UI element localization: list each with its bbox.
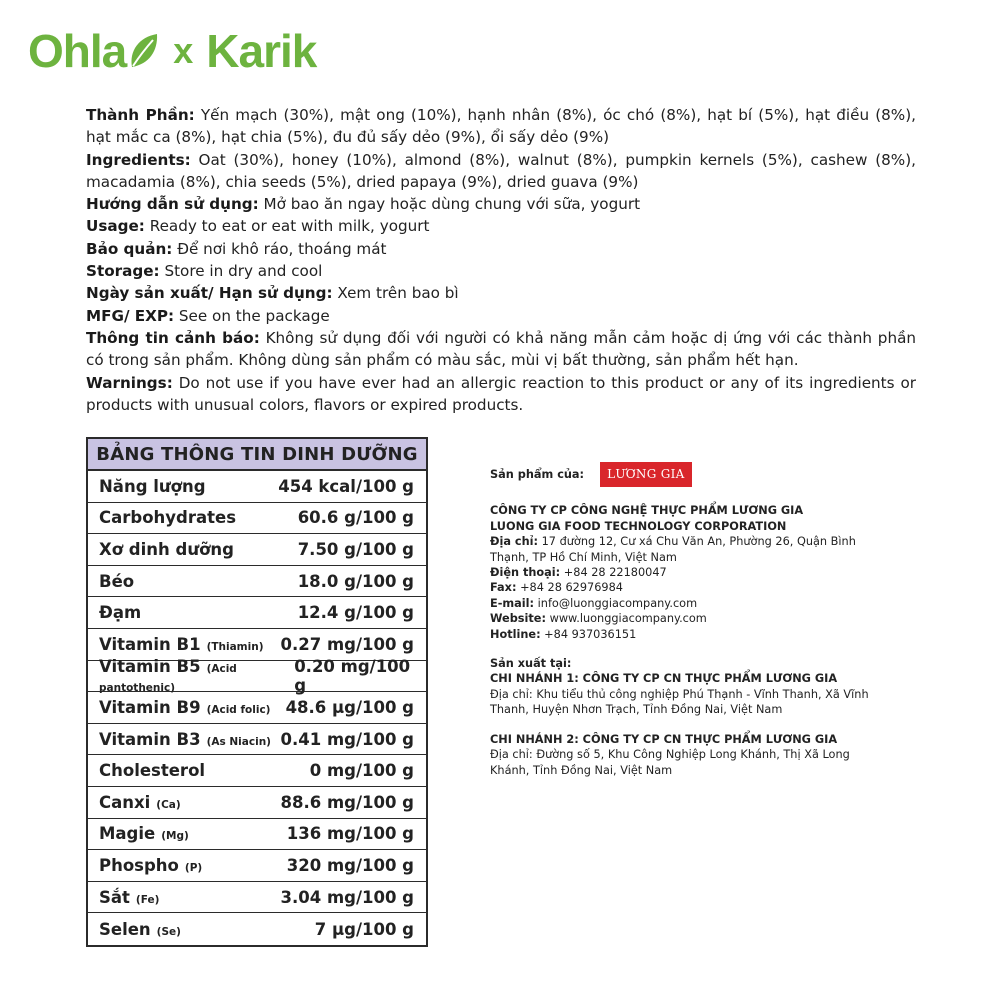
logo-x-text: x	[173, 30, 193, 71]
nutrient-value: 18.0 g/100 g	[297, 571, 414, 591]
nutrient-label: Đạm	[99, 603, 142, 623]
branch2-title: CHI NHÁNH 2: CÔNG TY CP CN THỰC PHẨM LƯƠNG GIA	[490, 732, 838, 746]
nutrient-name	[99, 920, 181, 939]
nutrient-name	[99, 635, 264, 654]
info-label: Usage:	[86, 217, 145, 236]
nutrient-value: 48.6 µg/100 g	[285, 697, 414, 717]
logo-ohla-text: Ohla	[28, 25, 127, 77]
nutrient-label: Vitamin B9	[99, 697, 201, 717]
info-usage-vi	[86, 193, 916, 215]
company-info	[490, 462, 890, 778]
nutrient-name	[99, 540, 234, 559]
nutrient-name	[99, 730, 271, 749]
website-value: www.luonggiacompany.com	[545, 612, 707, 626]
company-phone	[490, 565, 890, 580]
nutrient-label: Carbohydrates	[99, 508, 237, 528]
nutrient-name	[99, 793, 181, 812]
nutrient-name	[99, 856, 202, 875]
product-info	[86, 104, 916, 416]
table-row	[88, 913, 426, 945]
branch2-address: Địa chỉ: Đường số 5, Khu Công Nghiệp Long Khánh, Thị Xã Long Khánh, Tỉnh Đồng Nai, Việt Nam	[490, 748, 850, 777]
table-row	[88, 629, 426, 661]
info-text: Để nơi khô ráo, thoáng mát	[172, 239, 387, 258]
nutrient-sublabel: (Thiamin)	[206, 640, 264, 653]
nutrient-label: Năng lượng	[99, 476, 206, 496]
nutrient-name	[99, 761, 205, 780]
nutrient-label: Cholesterol	[99, 761, 206, 781]
nutrient-sublabel: (Acid folic)	[206, 703, 271, 716]
info-text: Mở bao ăn ngay hoặc dùng chung với sữa, yogurt	[258, 195, 641, 214]
nutrient-name	[99, 657, 294, 695]
nutrient-label: Béo	[99, 571, 135, 591]
nutrient-value: 7 µg/100 g	[314, 919, 414, 939]
table-row	[88, 787, 426, 819]
table-row	[88, 755, 426, 787]
nutrient-label: Canxi	[99, 792, 151, 812]
table-row	[88, 819, 426, 851]
phone-value: +84 28 22180047	[560, 566, 667, 580]
info-text: Do not use if you have ever had an allergic reaction to this product or any of its ingredients or products with unusual colors, flavors or expired products.	[86, 373, 916, 414]
table-row	[88, 534, 426, 566]
table-row	[88, 566, 426, 598]
info-label: Bảo quản:	[86, 239, 173, 258]
nutrient-name	[99, 572, 134, 591]
nutrient-label: Vitamin B5	[99, 656, 201, 676]
nutrient-label: Magie	[99, 824, 156, 844]
nutrient-label: Selen	[99, 919, 151, 939]
info-dates-vi	[86, 282, 916, 304]
fax-value: +84 28 62976984	[516, 581, 623, 595]
company-name-en: LUONG GIA FOOD TECHNOLOGY CORPORATION	[490, 519, 787, 533]
nutrient-sublabel: (Ca)	[156, 798, 181, 811]
nutrient-name	[99, 888, 159, 907]
product-of-line	[490, 462, 890, 487]
produced-at-label: Sản xuất tại:	[490, 657, 572, 671]
company-name-vi: CÔNG TY CP CÔNG NGHỆ THỰC PHẨM LƯƠNG GIA	[490, 504, 804, 518]
info-storage-en	[86, 260, 916, 282]
info-text: Không sử dụng đối với người có khả năng mẫn cảm hoặc dị ứng với các thành phần có trong sản phẩm. Không dùng sản phẩm có màu sắc, mùi vị bất thường, sản phẩm hết hạn.	[86, 328, 916, 370]
info-label: Ngày sản xuất/ Hạn sử dụng:	[86, 284, 333, 303]
info-warnings-vi	[86, 327, 916, 372]
nutrient-value: 12.4 g/100 g	[297, 603, 414, 623]
nutrient-label: Xơ dinh dưỡng	[99, 539, 234, 559]
branch1-title: CHI NHÁNH 1: CÔNG TY CP CN THỰC PHẨM LƯƠNG GIA	[490, 672, 838, 686]
website-label: Website:	[490, 612, 546, 626]
company-fax	[490, 580, 890, 595]
nutrient-value: 0.20 mg/100 g	[294, 656, 411, 695]
hotline-label: Hotline:	[490, 627, 541, 641]
info-text: Ready to eat or eat with milk, yogurt	[144, 217, 430, 236]
table-row	[88, 724, 426, 756]
table-row	[88, 692, 426, 724]
info-text: Yến mạch (30%), mật ong (10%), hạnh nhân (8%), óc chó (8%), hạt bí (5%), hạt điều (8%), hạt mắc ca (8%), hạt chia (5%), đu đủ sấy dẻo (9%), ổi sấy dẻo (9%)	[86, 106, 916, 147]
fax-label: Fax:	[490, 581, 517, 595]
info-dates-en	[86, 305, 916, 327]
info-label: Ingredients:	[86, 150, 191, 169]
nutrient-value: 136 mg/100 g	[286, 824, 414, 844]
product-of-label: Sản phẩm của:	[490, 468, 585, 481]
nutrient-label: Sắt	[99, 887, 130, 907]
info-label: Warnings:	[86, 373, 173, 392]
hotline-value: +84 937036151	[540, 627, 637, 641]
nutrient-name	[99, 508, 236, 527]
company-website	[490, 611, 890, 626]
info-text: Store in dry and cool	[159, 262, 323, 281]
info-label: Thông tin cảnh báo:	[86, 328, 260, 347]
email-value: info@luonggiacompany.com	[534, 596, 698, 610]
info-storage-vi	[86, 238, 916, 260]
address-value: 17 đường 12, Cư xá Chu Văn An, Phường 26, Quận Bình Thạnh, TP Hồ Chí Minh, Việt Nam	[490, 535, 856, 564]
luong-gia-logo: LƯƠNG GIA	[600, 462, 692, 487]
logo-karik-text: Karik	[206, 25, 317, 77]
address-label: Địa chỉ:	[490, 535, 539, 549]
table-row	[88, 656, 426, 695]
nutrient-label: Vitamin B3	[99, 729, 201, 749]
company-address	[490, 534, 890, 565]
brand-logo	[28, 22, 316, 80]
info-label: Thành Phần:	[86, 106, 195, 124]
nutrient-value: 0 mg/100 g	[309, 761, 414, 781]
nutrition-table	[86, 437, 428, 947]
nutrient-sublabel: (Fe)	[135, 893, 160, 906]
email-label: E-mail:	[490, 596, 535, 610]
nutrient-label: Vitamin B1	[99, 634, 201, 654]
table-row	[88, 471, 426, 503]
nutrient-sublabel: (Se)	[156, 925, 181, 938]
info-warnings-en	[86, 372, 916, 417]
branch1-address: Địa chỉ: Khu tiểu thủ công nghiệp Phú Thạnh - Vĩnh Thanh, Xã Vĩnh Thanh, Huyện Nhơn Trạch, Tỉnh Đồng Nai, Việt Nam	[490, 687, 869, 717]
nutrient-value: 320 mg/100 g	[286, 855, 414, 875]
info-text: Oat (30%), honey (10%), almond (8%), walnut (8%), pumpkin kernels (5%), cashew (8%), macadamia (8%), chia seeds (5%), dried papaya (9%), dried guava (9%)	[86, 150, 916, 191]
table-row	[88, 882, 426, 914]
info-ingredients-vi	[86, 104, 916, 149]
nutrition-table-title: BẢNG THÔNG TIN DINH DƯỠNG	[88, 439, 426, 471]
company-hotline	[490, 627, 890, 642]
info-ingredients-en	[86, 149, 916, 194]
info-usage-en	[86, 215, 916, 237]
table-row	[88, 597, 426, 629]
info-label: MFG/ EXP:	[86, 306, 175, 325]
info-text: Xem trên bao bì	[332, 284, 459, 303]
info-text: See on the package	[174, 306, 330, 325]
phone-label: Điện thoại:	[490, 566, 561, 580]
info-label: Hướng dẫn sử dụng:	[86, 195, 259, 214]
nutrient-value: 60.6 g/100 g	[297, 508, 414, 528]
company-email	[490, 596, 890, 611]
nutrient-value: 3.04 mg/100 g	[280, 887, 414, 907]
leaf-icon	[127, 31, 161, 71]
nutrient-value: 0.41 mg/100 g	[280, 729, 414, 749]
nutrient-value: 7.50 g/100 g	[297, 539, 414, 559]
nutrient-name	[99, 824, 189, 843]
nutrient-value: 0.27 mg/100 g	[280, 634, 414, 654]
nutrient-sublabel: (Acid pantothenic)	[99, 662, 237, 694]
nutrient-value: 88.6 mg/100 g	[280, 792, 414, 812]
nutrient-name	[99, 698, 271, 717]
nutrient-name	[99, 603, 141, 622]
table-row	[88, 850, 426, 882]
nutrient-sublabel: (As Niacin)	[206, 735, 271, 748]
nutrient-sublabel: (Mg)	[161, 830, 189, 843]
nutrient-sublabel: (P)	[184, 861, 203, 874]
info-label: Storage:	[86, 262, 160, 281]
nutrient-label: Phospho	[99, 855, 179, 875]
nutrient-name	[99, 477, 206, 496]
nutrient-value: 454 kcal/100 g	[278, 476, 414, 496]
table-row	[88, 503, 426, 535]
